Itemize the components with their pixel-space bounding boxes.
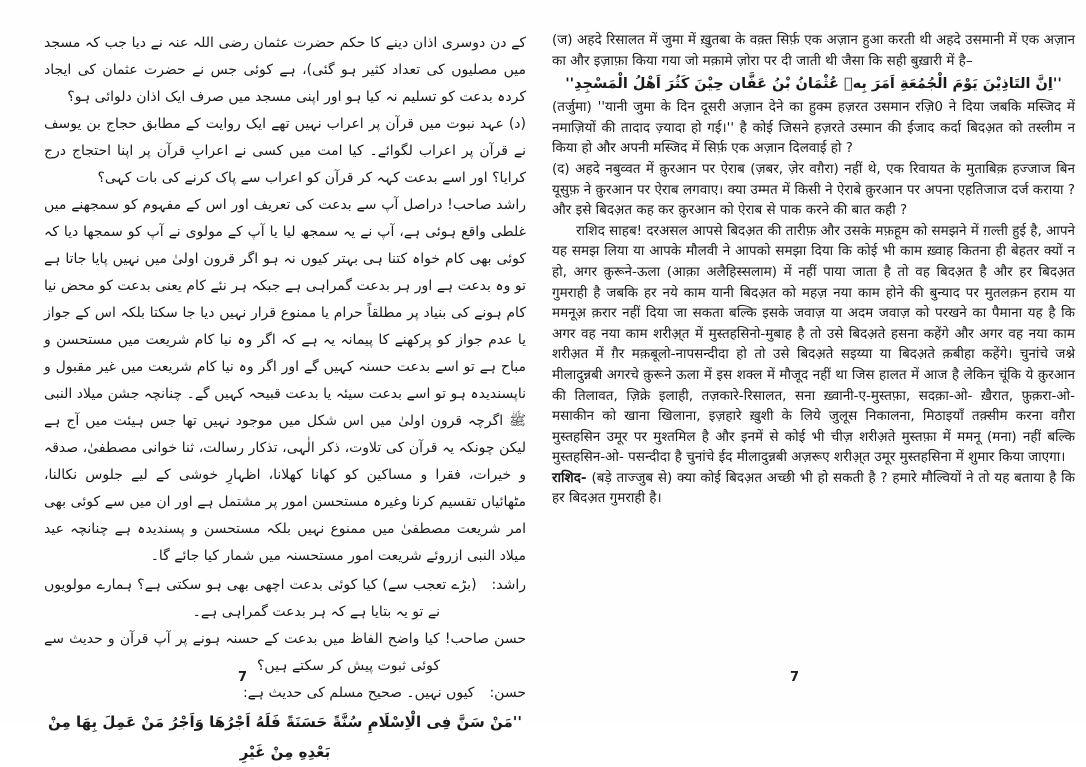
hindi-paragraph-tarjuma: (तर्जुमा) ''यानी जुमा के दिन दूसरी अज़ान देने का हुक्म हज़रत उसमान रज़ि0 ने दिया जबकि मस्जिद में नमाज़ियों की तादाद ज़्यादा हो गई।'' है कोई जिसने हज़रते उस्मान की ईजाद कर्दा बिदअ़त को तस्लीम न किया हो और अपनी मस्जिद में सिर्फ़ एक अज़ान दिलवाई हो ? xyxy=(552,99,1075,157)
urdu-dialogue-hasan xyxy=(44,680,526,707)
urdu-dialogue-hasan-text: کیوں نہیں۔ صحیح مسلم کی حدیث ہے: xyxy=(242,685,475,701)
hindi-paragraph-ja: (ज) अहदे रिसालत में जुमा में ख़ुतबा के वक़्त सिर्फ़ एक अज़ान हुआ करती थी अहदे उसमानी में एक अज़ान का और इज़ाफ़ा किया गया जो मक़ामे ज़ोरा पर दी जाती थी जैसा कि सही बुख़ारी में है– xyxy=(552,32,1075,69)
speaker-label-rashid-hindi: राशिद- xyxy=(552,469,587,486)
arabic-quote-line: ''اِنَّ التَاذِیْنَ یَوْمَ الْجُمُعَةِ اَمَرَ بِهٖ عُثْمَانُ بْنُ عَفَّان حِیْنَ کَثُرَ اَهْلُ الْمَسْجِدِ'' xyxy=(565,76,1062,93)
urdu-dialogue-rashid xyxy=(44,572,526,626)
urdu-dialogue-hasan-sahab-question xyxy=(44,626,526,680)
urdu-dialogue-block xyxy=(44,572,526,707)
hindi-paragraph-da: (द) अहदे नबुव्वत में क़ुरआन पर ऐराब (ज़बर, ज़ेर वग़ैरा) नहीं थे, एक रिवायत के मुताबिक़ हज्जाज बिन यूसुफ़ ने क़ुरआन पर ऐराब लगवाए। क्या उम्मत में किसी ने ऐराबे क़ुरआन पर अपना एहतिजाज दर्ज कराया ? और इसे बिदअ़त कह कर क़ुरआन को ऐराब से पाक करने की बात कही ? xyxy=(552,160,1075,219)
arabic-hadith-line: ''مَنْ سَنَّ فِی الْاِسْلَامِ سُنَّةً حَسَنَةً فَلَهُ اَجْرُهَا وَاَجْرُ مَنْ عَمِلَ بِهَا مِنْ بَعْدِهِ مِنْ غَیْرِ xyxy=(48,713,522,761)
urdu-paragraph-rashid-sahab: راشد صاحب! دراصل آپ سے بدعت کی تعریف اور اس کے مفہوم کو سمجھنے میں غلطی واقع ہوئی ہے، آپ نے یہ سمجھ لیا یا آپ کے مولوی نے آپ کو سمجھا دیا کہ کوئی بھی کام خواہ کتنا ہی بہتر کیوں نہ ہو اگر قرون اولیٰ میں نہیں پایا جاتا ہے تو وہ بدعت ہے اور ہر بدعت گمراہی ہے جبکہ ہر نئے کام یعنی بدعت کو محض نیا کام ہونے کی بنیاد پر مطلقاً حرام یا ممنوع قرار نہیں دیا جا سکتا بلکہ اس کے جواز یا عدم جواز کو پرکھنے کا پیمانہ یہ ہے کہ اگر وہ نیا کام شریعت میں مستحسن و مباح ہے تو اسے بدعت حسنہ کہیں گے اور اگر وہ نیا کام شریعت میں غیر مقبول و ناپسندیدہ ہو تو اسے بدعت سیئہ یا بدعت قبیحہ کہیں گے۔ چنانچہ جشن میلاد النبی ﷺ اگرچہ قرون اولیٰ میں اس شکل میں موجود نہیں تھا جس ہیئت میں آج ہے لیکن چونکہ یہ قرآن کی تلاوت، ذکر الٰہی، تذکار رسالت، ثنا خوانی مصطفیٰ، صدقہ و خیرات، فقرا و مساکین کو کھانا کھلانا، اظہارِ خوشی کے لیے جلوس نکالنا، مٹھائیاں تقسیم کرنا وغیرہ مستحسن امور پر مشتمل ہے اور ان میں سے کوئی بھی امر شریعت مصطفیٰ میں ممنوع نہیں بلکہ مستحسن و پسندیدہ ہے چنانچہ عید میلاد النبی ازروئے شریعت امور مستحسنہ میں شمار کیا جائے گا۔ xyxy=(44,197,526,564)
urdu-paragraph-d: (د) عہد نبوت میں قرآن پر اعراب نہیں تھے ایک روایت کے مطابق حجاج بن یوسف نے قرآن پر اعراب لگوائے۔ کیا امت میں کسی نے اعرابِ قرآن پر اپنا احتجاج درج کرایا؟ اور اسے بدعت کہہ کر قرآن کو اعراب سے پاک کرنے کی بات کہی؟ xyxy=(44,116,526,186)
right-page-number: 7 xyxy=(790,670,800,685)
right-page-hindi xyxy=(552,30,1075,668)
hindi-dialogue-rashid-text: (बड़े ताज्जुब से) क्या कोई बिदअ़त अच्छी भी हो सकती है ? हमारे मौल्वियों ने तो यह बताया है कि हर बिदअ़त गुमराही है। xyxy=(552,469,1075,507)
urdu-paragraph-continuation: کے دن دوسری اذان دینے کا حکم حضرت عثمان رضی اللہ عنہ نے دیا جب کہ مسجد میں مصلیوں کی تعداد کثیر ہو گئی)، ہے کوئی جس نے حضرت عثمان کی ایجاد کردہ بدعت کو تسلیم نہ کیا ہو اور اپنی مسجد میں صرف ایک اذان دلوائی ہو؟ xyxy=(44,35,526,105)
left-page-number: 7 xyxy=(238,670,248,685)
urdu-dialogue-rashid-text: (بڑے تعجب سے) کیا کوئی بدعت اچھی بھی ہو سکتی ہے؟ ہمارے مولویوں نے تو یہ بتایا ہے کہ ہر بدعت گمراہی ہے۔ xyxy=(44,577,477,620)
hindi-paragraph-rashid-sahab: राशिद साहब! दरअसल आपसे बिदअ़त की तारीफ़ और उसके मफ़हूम को समझने में ग़ल्ती हुई है, आपने यह समझ लिया या आपके मौलवी ने आपको समझा दिया कि कोई भी काम ख़्वाह कितना ही बेहतर क्यों न हो, अगर क़ुरूने-ऊला (आक़ा अलैहिस्सलाम) में नहीं पाया जाता है तो वह बिदअ़त है और हर बिदअ़त गुमराही है जबकि हर नये काम यानी बिदअ़त को महज़ नया काम होने की बुन्याद पर मुतलक़न हराम या ममनूअ़ क़रार नहीं दिया जा सकता बल्कि इसके जवाज़ या अदम जवाज़ को परखने का पैमाना यह है कि अगर वह नया काम शरीअ़्त में मुस्तहसिनो-मुबाह है तो उसे बिदअ़ते हसना कहेंगे और अगर वह नया काम शरीअ़त में ग़ैर मक़बूलो-नापसन्दीदा हो तो उसे बिदअ़ते सइय्या या बिदअ़ते क़बीहा कहेंगे। चुनांचे जश्ने मीलादुन्नबी अगरचे क़ुरूने ऊला में इस शक्ल में मौजूद नहीं था जिस हालत में आज है लेकिन चूंकि ये क़ुरआन की तिलावत, ज़िक्रे इलाही, तज़कारे-रिसालत, सना ख़्वानी-ए-मुस्तफ़ा, सदक़ा-ओ- ख़ैरात, फ़ुक़रा-ओ-मसाकीन को खाना खिलाना, इज़हारे ख़ुशी के लिये जुलूस निकालना, मिठाइयाँ तक़्सीम करना वग़ैरा मुस्तहसिन उमूर पर मुश्तमिल है और इनमें से कोई भी चीज़ शरीअ़ते मुस्तफ़ा में ममनू (मना) नहीं बल्कि मुस्तहसिन-ओ- पसन्दीदा है चुनांचे ईद मीलादुन्नबी अज़रूए शरीअ़्त उमूर मुस्तहसिना में शुमार किया जाएगा। xyxy=(552,222,1075,466)
urdu-dialogue-hasan-sahab-question-text: حسن صاحب! کیا واضح الفاظ میں بدعت کے حسنہ ہونے پر آپ قرآن و حدیث سے کوئی ثبوت پیش کر سکتے ہیں؟ xyxy=(44,631,526,674)
left-page-urdu xyxy=(44,30,526,761)
hindi-dialogue-rashid xyxy=(552,468,1075,509)
speaker-label-rashid: راشد: xyxy=(491,577,526,593)
speaker-label-hasan: حسن: xyxy=(489,685,526,701)
